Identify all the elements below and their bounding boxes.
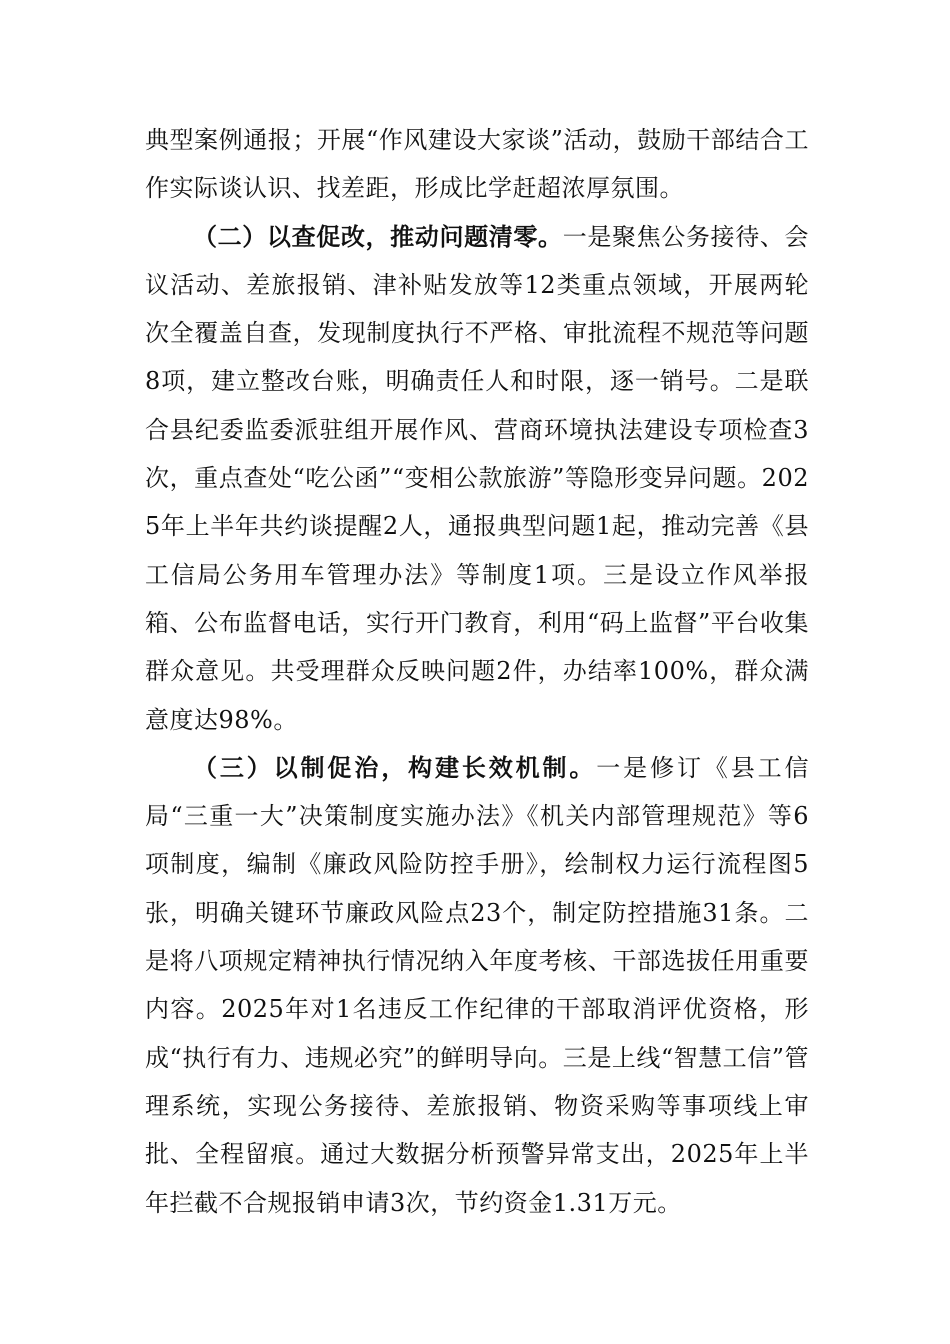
paragraph-section-3 <box>145 744 809 1227</box>
paragraph-text: 一是聚焦公务接待、会议活动、差旅报销、津补贴发放等12类重点领域，开展两轮次全覆盖自查，发现制度执行不严格、审批流程不规范等问题8项，建立整改台账，明确责任人和时限，逐一销号。二是联合县纪委监委派驻组开展作风、营商环境执法建设专项检查3次，重点查处“吃公函”“变相公款旅游”等隐形变异问题。2025年上半年共约谈提醒2人，通报典型问题1起，推动完善《县工信局公务用车管理办法》等制度1项。三是设立作风举报箱、公布监督电话，实行开门教育，利用“码上监督”平台收集群众意见。共受理群众反映问题2件，办结率100%，群众满意度达98%。 <box>145 222 809 734</box>
document-body <box>145 116 809 1227</box>
paragraph-text: 典型案例通报；开展“作风建设大家谈”活动，鼓励干部结合工作实际谈认识、找差距，形成比学赶超浓厚氛围。 <box>145 126 809 203</box>
paragraph-text: 一是修订《县工信局“三重一大”决策制度实施办法》《机关内部管理规范》等6项制度，编制《廉政风险防控手册》，绘制权力运行流程图5张，明确关键环节廉政风险点23个，制定防控措施31条。二是将八项规定精神执行情况纳入年度考核、干部选拔任用重要内容。2025年对1名违反工作纪律的干部取消评优资格，形成“执行有力、违规必究”的鲜明导向。三是上线“智慧工信”管理系统，实现公务接待、差旅报销、物资采购等事项线上审批、全程留痕。通过大数据分析预警异常支出，2025年上半年拦截不合规报销申请3次，节约资金1.31万元。 <box>145 753 810 1217</box>
paragraph-continuation <box>145 116 809 213</box>
section-heading: （三）以制促治，构建长效机制。 <box>193 752 597 782</box>
paragraph-section-2 <box>145 213 809 744</box>
section-heading: （二）以查促改，推动问题清零。 <box>193 221 563 251</box>
